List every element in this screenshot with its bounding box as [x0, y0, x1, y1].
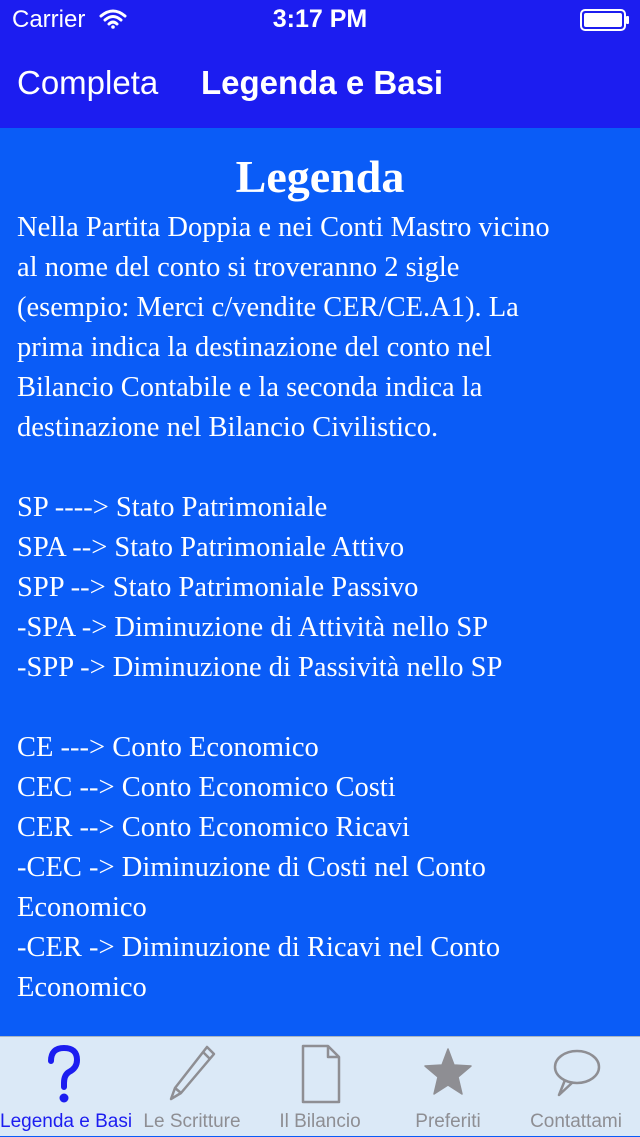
legend-line: Nella Partita Doppia e nei Conti Mastro vicino: [17, 212, 550, 243]
star-icon: [423, 1043, 473, 1105]
tab-le-scritture[interactable]: [128, 1037, 256, 1137]
legend-line: -CEC -> Diminuzione di Costi nel Conto: [17, 852, 486, 883]
legend-line: SP ----> Stato Patrimoniale: [17, 492, 328, 523]
legend-line: -SPA -> Diminuzione di Attività nello SP: [17, 612, 489, 643]
legend-line: Bilancio Contabile e la seconda indica la: [17, 372, 483, 403]
page-title: Legenda e Basi: [201, 64, 444, 101]
question-mark-icon: [39, 1043, 89, 1105]
status-time: 3:17 PM: [272, 5, 368, 33]
legend-line: Economico: [17, 892, 147, 923]
legend-line: -CER -> Diminuzione di Ricavi nel Conto: [17, 932, 501, 963]
legend-line: SPA --> Stato Patrimoniale Attivo: [17, 532, 405, 563]
top-bar: [0, 0, 640, 128]
tab-label: Le Scritture: [143, 1111, 241, 1132]
tab-label: Contattami: [530, 1111, 622, 1132]
back-button[interactable]: Completa: [17, 64, 159, 101]
legend-line: SPP --> Stato Patrimoniale Passivo: [17, 572, 419, 603]
tab-label: Legenda e Basi: [0, 1111, 133, 1132]
tab-legenda-e-basi[interactable]: [0, 1037, 133, 1137]
legend-line: CER --> Conto Economico Ricavi: [17, 812, 410, 843]
battery-icon: [580, 9, 630, 31]
tab-label: Preferiti: [415, 1111, 481, 1132]
legend-line: -SPP -> Diminuzione di Passività nello SP: [17, 652, 503, 683]
carrier-label: Carrier: [12, 6, 86, 33]
tab-contattami[interactable]: [512, 1037, 640, 1137]
legend-line: CE ---> Conto Economico: [17, 732, 319, 763]
legend-content[interactable]: [0, 128, 640, 1036]
tab-label: Il Bilancio: [279, 1111, 361, 1132]
legend-line: Economico: [17, 972, 147, 1003]
speech-bubble-icon: [551, 1043, 601, 1105]
legend-line: prima indica la destinazione del conto nel: [17, 332, 492, 363]
legend-line: destinazione nel Bilancio Civilistico.: [17, 412, 439, 443]
legend-heading: Legenda: [235, 151, 405, 202]
legend-line: al nome del conto si troveranno 2 sigle: [17, 252, 460, 283]
tab-preferiti[interactable]: [384, 1037, 512, 1137]
document-icon: [295, 1043, 345, 1105]
legend-line: (esempio: Merci c/vendite CER/CE.A1). La: [17, 292, 519, 323]
status-bar: [0, 0, 640, 40]
tab-il-bilancio[interactable]: [256, 1037, 384, 1137]
pencil-icon: [167, 1043, 217, 1105]
legend-line: CEC --> Conto Economico Costi: [17, 772, 396, 803]
tab-bar: [0, 1036, 640, 1136]
nav-bar: [0, 40, 640, 128]
